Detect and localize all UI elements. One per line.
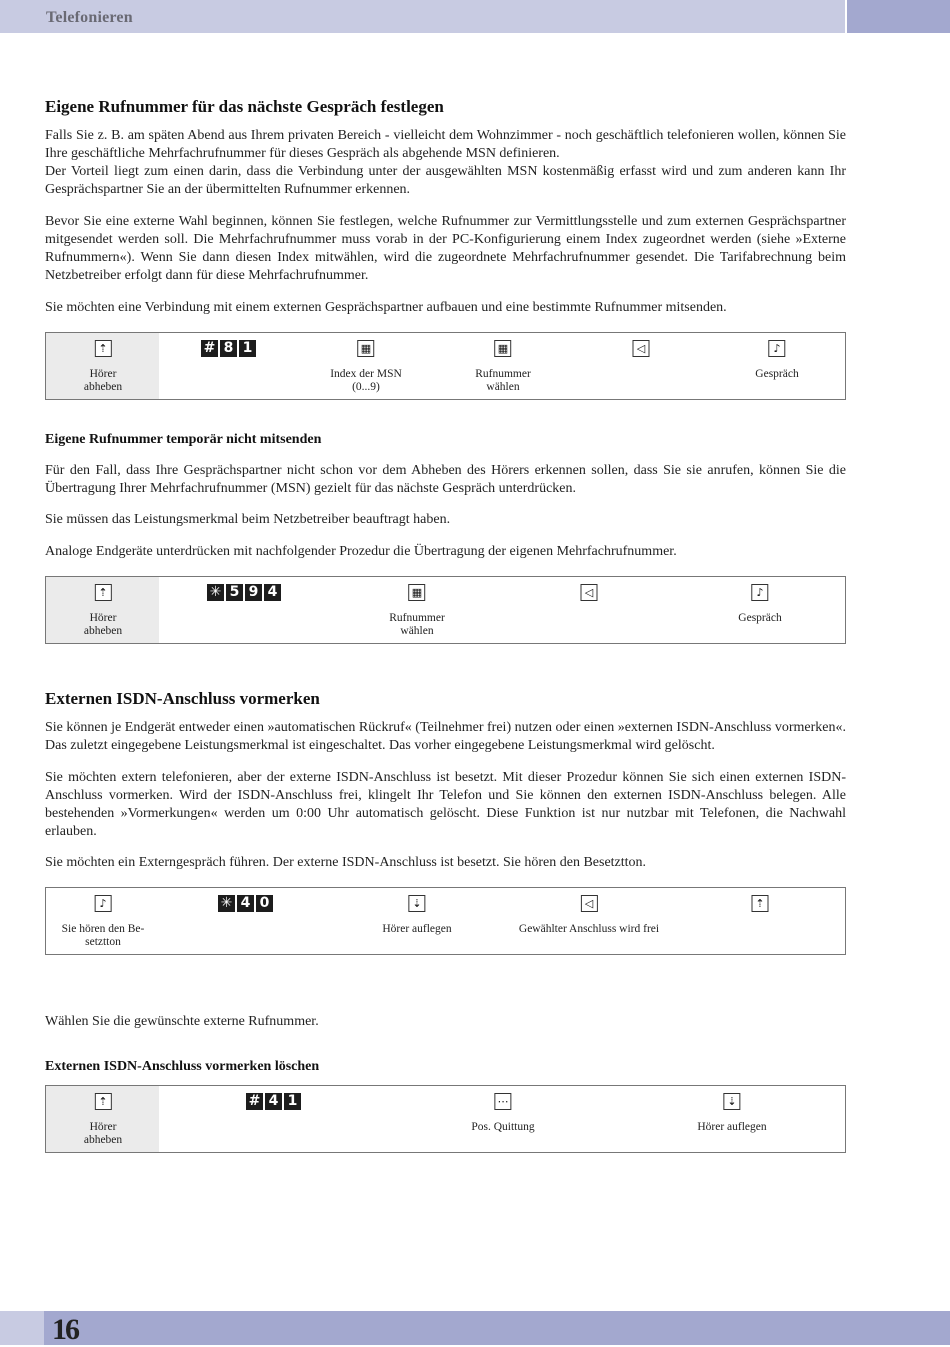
procedure-step [581,577,598,601]
paragraph: Analoge Endgeräte unterdrücken mit nachfolgender Prozedur die Übertragung der eigenen Mehrfachrufnummer. [45,544,677,559]
header-title: Telefonieren [46,9,133,26]
procedure-step [738,577,781,625]
handset-down-icon: ⇣ [409,895,426,912]
key-sequence [201,340,256,357]
paragraph: Sie möchten ein Externgespräch führen. Der externe ISDN-Anschluss ist besetzt. Sie hören den Besetztton. [45,855,647,870]
key-digit: 1 [239,340,256,357]
step-label: Hörer auflegen [382,923,452,935]
paragraph: Sie können je Endgerät entweder einen »automatischen Rückruf« (Teilnehmer frei) nutzen oder einen »externen ISDN-Anschluss vormerken«. Das zuletzt eingegebene Leistungsmerkmal ist eingeschaltet. Das vorher eingegebene Leistungsmerkmal wird gelöscht. [45,720,846,753]
key-hash: # [246,1093,263,1110]
procedure-step [752,888,769,912]
key-digit: 9 [245,584,262,601]
confirmation-tone-icon: ⋯ [494,1093,511,1110]
key-digit: 5 [226,584,243,601]
paragraph: Bevor Sie eine externe Wahl beginnen, können Sie festlegen, welche Rufnummer zur Vermittlungsstelle und zum externen Gesprächspartner mitgesendet werden soll. Die Mehrfachrufnummer muss vorab in der PC-Konfigurierung einem Index zugeordnet werden (siehe »Externe Rufnummern«). Wenn Sie dann diesen Index mitwählen, wird die zugeordnete Mehrfachrufnummer gesendet. Die Tarifabrechnung beim Netzbetreiber erfolgt dann für diese Mehrfachrufnummer. [45,214,846,283]
step-label: abheben [83,624,123,637]
conversation-icon: ♪ [769,340,786,357]
paragraph: Für den Fall, dass Ihre Gesprächspartner nicht schon vor dem Abheben des Hörers erkennen sollen, dass Sie sie anrufen, können Sie die Übertragung Ihrer Mehrfachrufnummer (MSN) gezielt für das nächste Gespräch unterdrücken. [45,463,846,496]
step-label: Index der MSN [330,368,402,380]
step-label: wählen [486,380,520,393]
procedure-step [755,333,798,381]
step-label: Hörer [89,1121,117,1133]
procedure-step [633,333,650,357]
procedure-box [45,332,846,400]
step-label: abheben [83,380,123,393]
paragraph: Sie müssen das Leistungsmerkmal beim Netzbetreiber beauftragt haben. [45,512,451,527]
procedure-step [697,1086,766,1134]
procedure-step [84,1086,122,1146]
section-title: Eigene Rufnummer für das nächste Gespräch festlegen [45,97,444,116]
conversation-icon: ♪ [95,895,112,912]
key-sequence [246,1093,301,1110]
handset-lift-icon: ⇡ [94,584,111,601]
step-label: Hörer [89,368,117,380]
key-digit: 1 [284,1093,301,1110]
footer-bar-accent [0,1311,44,1345]
key-digit: 4 [265,1093,282,1110]
procedure-box [45,576,846,644]
handset-lift-icon: ⇡ [94,340,111,357]
section-title: Externen ISDN-Anschluss vormerken [45,689,320,708]
subsection-title: Eigene Rufnummer temporär nicht mitsenden [45,432,322,447]
step-label: Rufnummer [475,368,531,380]
ring-signal-icon: ◁ [581,584,598,601]
procedure-step [84,577,122,637]
paragraph: Der Vorteil liegt zum einen darin, dass die Verbindung unter der ausgewählten MSN kostenmäßig erfasst wird und zum anderen kann Ihr Gesprächspartner Sie an der übermittelten Rufnummer erkennen. [45,164,846,197]
procedure-step [330,333,402,393]
paragraph: Sie möchten extern telefonieren, aber der externe ISDN-Anschluss ist besetzt. Mit dieser Prozedur können Sie sich einen externen ISDN-Anschluss vormerken. Wird der ISDN-Anschluss frei, klingelt Ihr Telefon und Sie können den externen ISDN-Anschluss belegen. Alle bestehenden »Vormerkungen« werden um 0:00 Uhr automatisch gelöscht. Diese Funktion ist nur nutzbar mit Telefonen, die Nachwahl erlauben. [45,770,846,839]
footer-bar [0,1311,950,1345]
key-sequence [207,584,281,601]
conversation-icon: ♪ [752,584,769,601]
paragraph: Wählen Sie die gewünschte externe Rufnummer. [45,1014,319,1029]
procedure-step [62,888,145,948]
key-digit: 4 [264,584,281,601]
header-bar-accent [847,0,950,33]
procedure-step [382,888,451,936]
procedure-step [519,888,659,936]
step-label: Sie hören den Be- [61,923,145,935]
step-label: Rufnummer [389,612,445,624]
step-label: Gespräch [755,368,799,380]
procedure-step [84,333,122,393]
key-star: ✳ [218,895,235,912]
step-label: Gewählter Anschluss wird frei [518,923,660,935]
step-label: wählen [400,624,434,637]
handset-down-icon: ⇣ [724,1093,741,1110]
paragraph: Falls Sie z. B. am späten Abend aus Ihrem privaten Bereich - vielleicht dem Wohnzimmer - noch geschäftlich telefonieren wollen, können Sie Ihre geschäftliche Mehrfachrufnummer für dieses Gespräch als abgehende MSN definieren. [45,128,846,161]
paragraph: Sie möchten eine Verbindung mit einem externen Gesprächspartner aufbauen und eine bestimmte Rufnummer mitsenden. [45,300,727,315]
procedure-step [471,1086,534,1134]
procedure-step [475,333,531,393]
step-label: (0...9) [352,380,380,393]
keypad-icon: ▦ [494,340,511,357]
page-number: 16 [52,1313,78,1346]
key-star: ✳ [207,584,224,601]
step-label: Hörer auflegen [697,1121,767,1133]
key-digit: 8 [220,340,237,357]
procedure-box [45,887,846,955]
handset-lift-icon: ⇡ [94,1093,111,1110]
ring-signal-icon: ◁ [633,340,650,357]
handset-lift-icon: ⇡ [752,895,769,912]
step-label: Pos. Quittung [471,1121,535,1133]
step-label: setztton [85,935,121,948]
keypad-icon: ▦ [357,340,374,357]
step-label: Hörer [89,612,117,624]
key-digit: 0 [256,895,273,912]
ring-signal-icon: ◁ [580,895,597,912]
procedure-box [45,1085,846,1153]
key-digit: 4 [237,895,254,912]
step-label: Gespräch [738,612,782,624]
keypad-icon: ▦ [408,584,425,601]
step-label: abheben [83,1133,123,1146]
procedure-step [389,577,445,637]
key-sequence [218,895,273,912]
subsection-title: Externen ISDN-Anschluss vormerken löschen [45,1059,320,1074]
key-hash: # [201,340,218,357]
